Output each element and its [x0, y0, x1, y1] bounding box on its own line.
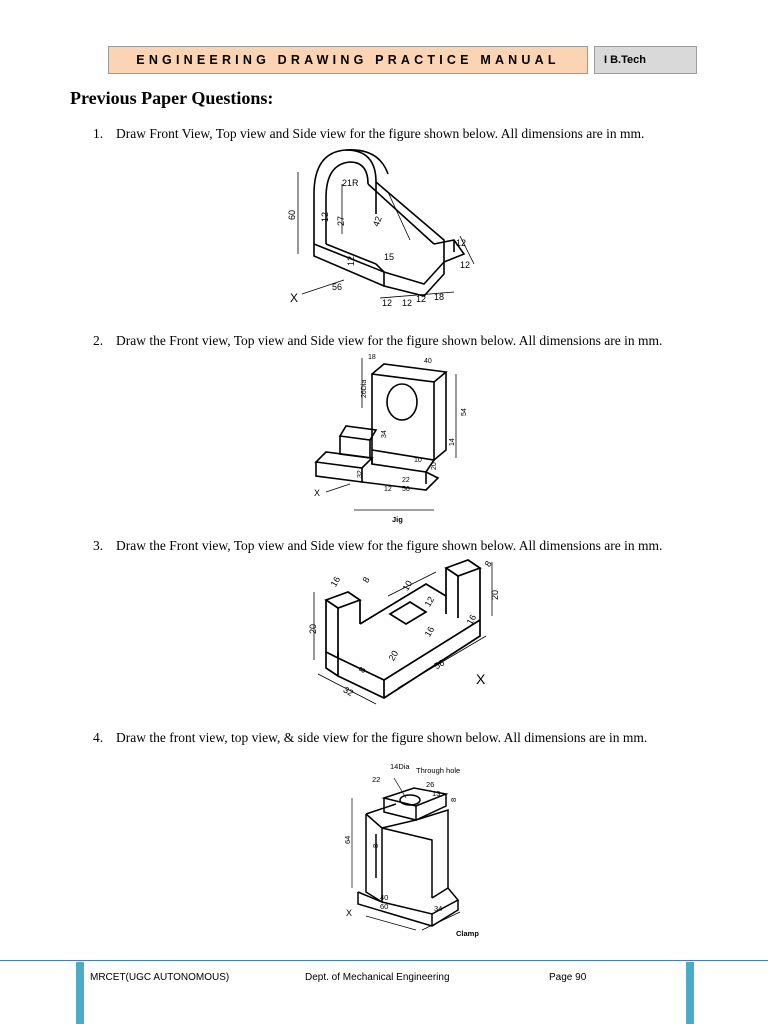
dim-label: 64 [343, 835, 352, 844]
question-text: Draw the Front view, Top view and Side view for the figure shown below. All dimensions are in mm. [116, 538, 663, 553]
dim-label: 32 [357, 470, 364, 478]
dim-label: 56 [432, 657, 447, 672]
question-text: Draw Front View, Top view and Side view for the figure shown below. All dimensions are in mm. [116, 126, 645, 141]
dim-label: 20 [308, 623, 318, 634]
dim-label: 22 [402, 477, 410, 484]
dim-label: 12 [346, 255, 356, 266]
dim-label: 18 [434, 292, 445, 302]
view-arrow-label: X [476, 671, 486, 687]
dim-label: 8 [482, 559, 494, 569]
manual-title-banner: ENGINEERING DRAWING PRACTICE MANUAL [108, 46, 588, 74]
dim-label: 27 [336, 215, 346, 226]
dim-label: 12 [422, 594, 437, 609]
dim-label: 16 [328, 574, 343, 589]
dim-label: 8 [371, 843, 380, 848]
question-1 [93, 126, 644, 142]
dim-label: 14Dia [390, 762, 410, 771]
dim-label: 26 [426, 780, 435, 789]
view-arrow-label: X [290, 291, 299, 305]
question-number: 2. [93, 333, 104, 348]
dim-label: 12 [382, 298, 393, 308]
dim-label: 15 [384, 252, 395, 262]
dim-label: 32 [341, 684, 356, 699]
dim-label: 12 [402, 298, 413, 308]
question-4 [93, 730, 647, 746]
dim-label: 12 [384, 486, 392, 493]
footer-department: Dept. of Mechanical Engineering [305, 972, 450, 983]
figure-4-clamp [336, 758, 486, 940]
dim-label: 56 [402, 486, 410, 493]
dim-label: 20 [431, 462, 438, 470]
view-arrow-label: X [346, 908, 353, 918]
dim-label: 34 [381, 430, 388, 438]
dim-label: 14 [449, 438, 456, 446]
dim-label: 42 [370, 214, 384, 228]
dim-label: 8 [449, 797, 458, 802]
question-text: Draw the Front view, Top view and Side view for the figure shown below. All dimensions are in mm. [116, 333, 663, 348]
question-number: 1. [93, 126, 104, 141]
footer-rule [0, 960, 768, 961]
figure-1-isometric [284, 144, 484, 320]
question-number: 3. [93, 538, 104, 553]
dim-label: 60 [380, 902, 389, 911]
dim-label: 12 [460, 260, 471, 270]
question-2 [93, 333, 662, 349]
dim-label: 26Dia [361, 379, 368, 398]
dim-label: 12 [456, 238, 467, 248]
dim-label: 22 [372, 775, 381, 784]
page-title: Previous Paper Questions: [70, 88, 274, 108]
dim-label: 16 [464, 612, 479, 627]
dim-label: 18 [368, 354, 376, 361]
figure-caption: Jig [392, 515, 403, 524]
dim-label: 12 [416, 294, 427, 304]
dim-label: 10 [414, 457, 422, 464]
dim-label: 40 [424, 358, 432, 365]
dim-label: 8 [360, 575, 372, 585]
dim-label: 21R [342, 178, 359, 188]
view-arrow-label: X [314, 488, 321, 498]
dim-label: 16 [422, 624, 437, 639]
dim-label: 56 [332, 282, 343, 292]
figure-caption: Clamp [456, 929, 479, 938]
dim-label: 10 [400, 578, 415, 593]
dim-label: 13 [432, 789, 441, 798]
figure-2-jig [306, 350, 472, 526]
course-label: I B.Tech [594, 46, 697, 74]
dim-label: 40 [380, 893, 389, 902]
dim-label: 60 [287, 209, 297, 220]
dim-label: 54 [461, 408, 468, 416]
question-number: 4. [93, 730, 104, 745]
dim-label: 34 [434, 904, 443, 913]
dim-label: 8 [356, 665, 368, 675]
note-label: Through hole [416, 766, 461, 775]
footer-page-number: Page 90 [549, 972, 587, 983]
question-3 [93, 538, 662, 554]
footer-institution: MRCET(UGC AUTONOMOUS) [90, 972, 230, 983]
footer-left-bar [76, 962, 84, 1024]
figure-3-isometric [306, 556, 512, 706]
dim-label: 20 [490, 589, 500, 600]
dim-label: 12 [320, 211, 330, 222]
question-text: Draw the front view, top view, & side view for the figure shown below. All dimensions are in mm. [116, 730, 648, 745]
dim-label: 20 [386, 648, 401, 663]
footer-right-bar [686, 962, 694, 1024]
